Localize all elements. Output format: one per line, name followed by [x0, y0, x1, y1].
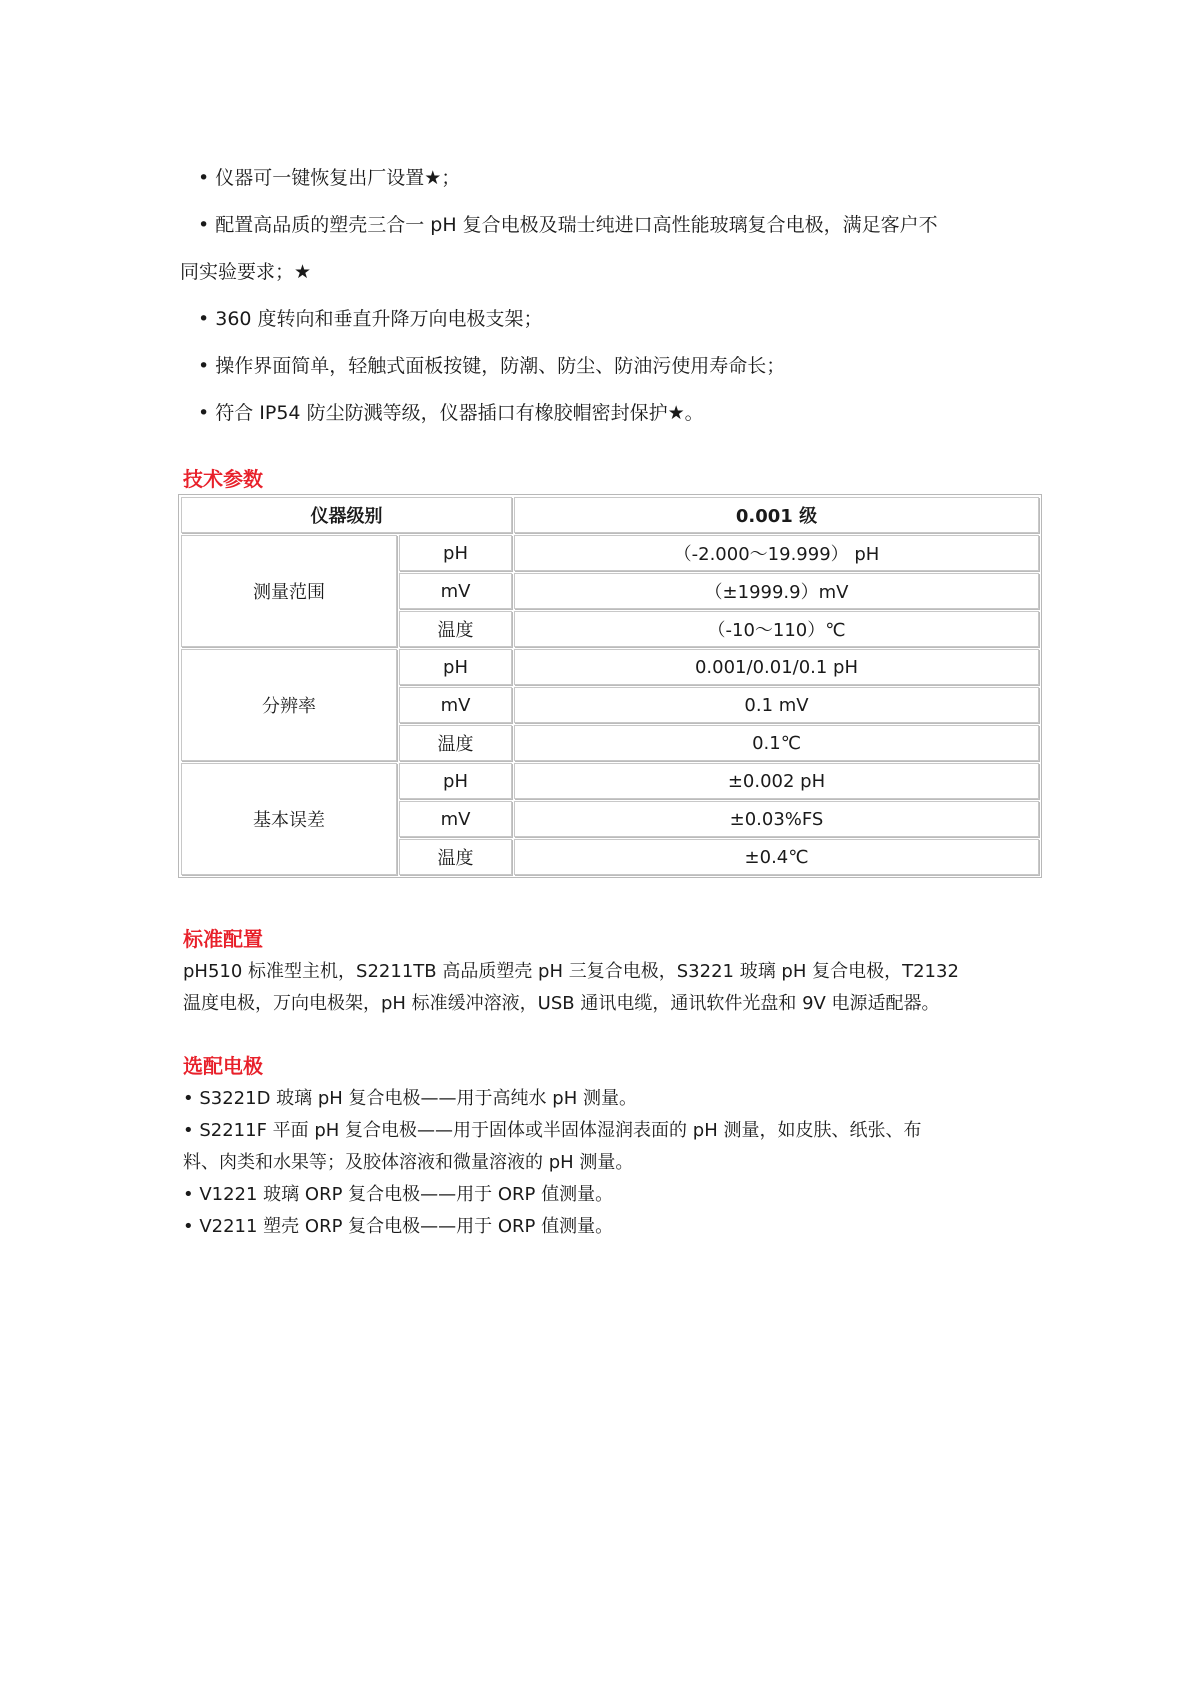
table-header-row — [181, 497, 1039, 533]
table-row — [181, 649, 1039, 685]
electrode-item: • S2211F 平面 pH 复合电极——用于固体或半固体湿润表面的 pH 测量，如皮肤、纸张、布 — [183, 1120, 922, 1141]
table-row — [181, 535, 1039, 571]
optional-electrodes-list — [183, 1083, 1031, 1243]
header-level-label: 仪器级别 — [181, 497, 512, 533]
electrode-item: • V2211 塑壳 ORP 复合电极——用于 ORP 值测量。 — [183, 1216, 614, 1237]
feature-list — [180, 155, 1038, 437]
param-unit: 温度 — [399, 839, 512, 875]
optional-electrodes-title: 选配电极 — [183, 1054, 263, 1078]
param-unit: 温度 — [399, 611, 512, 647]
table-row — [181, 763, 1039, 799]
standard-config-line: 温度电极，万向电极架，pH 标准缓冲溶液，USB 通讯电缆，通讯软件光盘和 9V 电源适配器。 — [183, 993, 940, 1014]
param-unit: mV — [399, 687, 512, 723]
param-value: 0.1 mV — [514, 687, 1039, 723]
standard-config-title: 标准配置 — [183, 927, 263, 951]
electrode-item: • V1221 玻璃 ORP 复合电极——用于 ORP 值测量。 — [183, 1184, 614, 1205]
standard-config-text — [183, 956, 1031, 1020]
electrode-item: • S3221D 玻璃 pH 复合电极——用于高纯水 pH 测量。 — [183, 1088, 637, 1109]
param-value: ±0.002 pH — [514, 763, 1039, 799]
feature-item: • 符合 IP54 防尘防溅等级，仪器插口有橡胶帽密封保护★。 — [198, 402, 704, 424]
param-unit: pH — [399, 649, 512, 685]
group-name: 基本误差 — [181, 763, 397, 875]
param-value: （±1999.9）mV — [514, 573, 1039, 609]
header-level-value: 0.001 级 — [514, 497, 1039, 533]
feature-item: • 仪器可一键恢复出厂设置★； — [198, 167, 461, 189]
group-name: 测量范围 — [181, 535, 397, 647]
param-unit: 温度 — [399, 725, 512, 761]
feature-item: • 配置高品质的塑壳三合一 pH 复合电极及瑞士纯进口高性能玻璃复合电极，满足客户不 — [198, 214, 938, 236]
param-unit: mV — [399, 573, 512, 609]
param-value: （-2.000～19.999） pH — [514, 535, 1039, 571]
param-value: 0.1℃ — [514, 725, 1039, 761]
param-value: ±0.03%FS — [514, 801, 1039, 837]
group-name: 分辨率 — [181, 649, 397, 761]
param-unit: pH — [399, 763, 512, 799]
param-unit: pH — [399, 535, 512, 571]
feature-item-continuation: 同实验要求；★ — [180, 261, 312, 283]
tech-params-table — [178, 494, 1042, 878]
electrode-item-continuation: 料、肉类和水果等；及胶体溶液和微量溶液的 pH 测量。 — [183, 1152, 634, 1173]
param-value: （-10～110）℃ — [514, 611, 1039, 647]
feature-item: • 操作界面简单，轻触式面板按键，防潮、防尘、防油污使用寿命长； — [198, 355, 786, 377]
param-value: 0.001/0.01/0.1 pH — [514, 649, 1039, 685]
param-unit: mV — [399, 801, 512, 837]
tech-params-title: 技术参数 — [183, 467, 263, 491]
feature-item: • 360 度转向和垂直升降万向电极支架； — [198, 308, 543, 330]
param-value: ±0.4℃ — [514, 839, 1039, 875]
standard-config-line: pH510 标准型主机，S2211TB 高品质塑壳 pH 三复合电极，S3221 玻璃 pH 复合电极，T2132 — [183, 961, 959, 982]
